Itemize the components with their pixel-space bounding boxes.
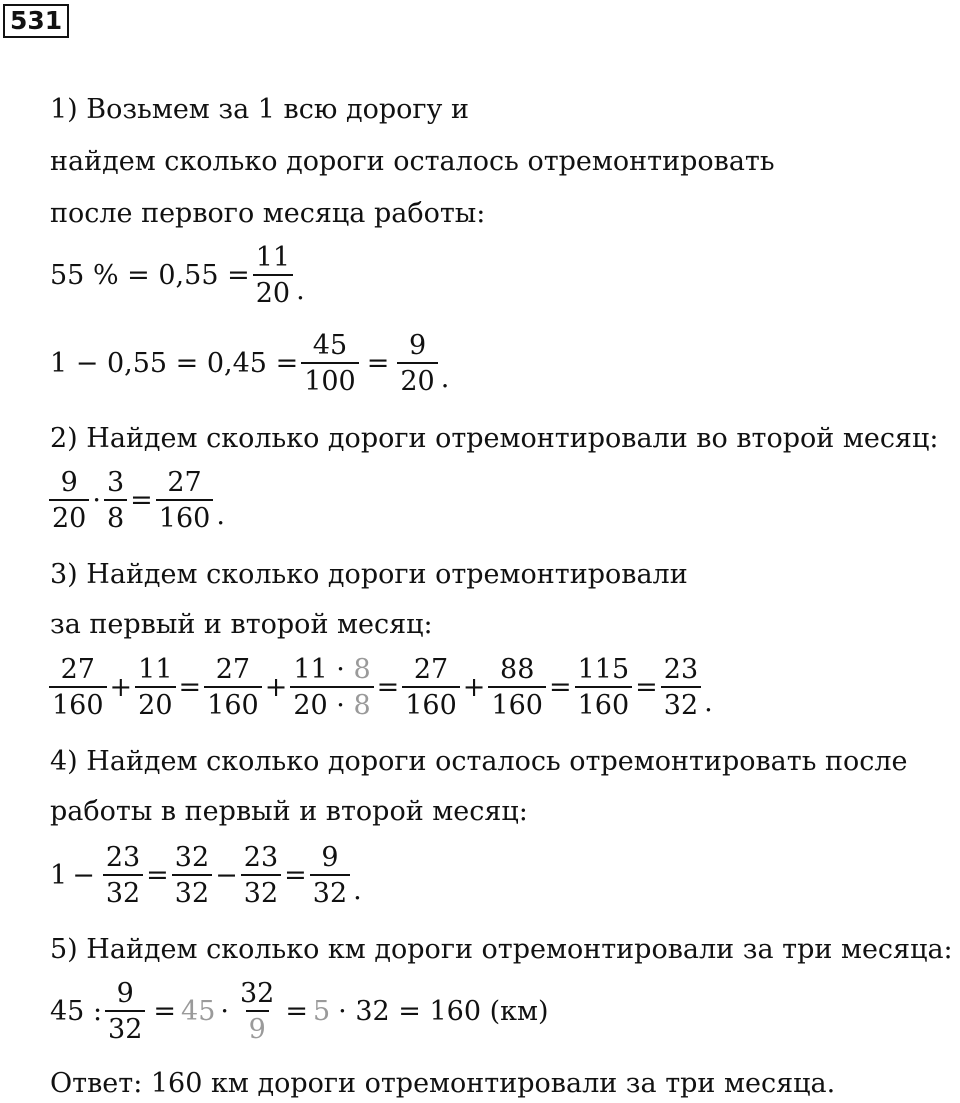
numerator: 45 xyxy=(312,330,348,361)
equals-sign: = xyxy=(635,672,658,703)
fraction xyxy=(310,844,350,907)
period: . xyxy=(353,875,362,906)
fraction xyxy=(402,656,460,719)
denominator: 32 xyxy=(310,874,350,907)
fraction xyxy=(575,656,633,719)
multiply-dot: · xyxy=(220,996,229,1027)
fraction xyxy=(253,244,293,307)
numerator: 32 xyxy=(239,978,275,1009)
step3-equation xyxy=(46,656,713,719)
numerator: 27 xyxy=(60,654,95,685)
step4-line-2: работы в первый и второй месяц: xyxy=(50,796,528,827)
step3-line-2: за первый и второй месяц: xyxy=(50,609,433,640)
step1-line-2: найдем сколько дороги осталось отремонтировать xyxy=(50,146,775,177)
step1-line-1: 1) Возьмем за 1 всю дорогу и xyxy=(50,94,469,125)
plus-sign: + xyxy=(462,672,486,703)
denominator: 32 xyxy=(661,686,701,719)
period: . xyxy=(440,363,450,394)
step5-equation xyxy=(50,980,549,1043)
equals-sign: = xyxy=(178,672,202,703)
denominator: 32 xyxy=(103,874,143,907)
minus-sign: − xyxy=(72,860,95,891)
denominator: 9 xyxy=(246,1010,269,1043)
numerator: 27 xyxy=(167,467,202,498)
denominator xyxy=(290,686,373,719)
equals-sign: = xyxy=(153,996,177,1027)
numerator: 115 xyxy=(577,654,630,685)
step1-equation-b xyxy=(50,332,449,395)
numerator: 23 xyxy=(105,842,141,873)
denominator: 20 xyxy=(397,362,437,395)
numerator: 9 xyxy=(60,467,78,498)
step5-line: 5) Найдем сколько км дороги отремонтировали за три месяца: xyxy=(50,934,953,965)
fraction xyxy=(488,656,546,719)
denominator: 32 xyxy=(241,874,281,907)
minus-sign: − xyxy=(215,860,238,891)
denominator: 20 xyxy=(253,274,293,307)
reduced-number: 5 xyxy=(312,996,331,1027)
fraction xyxy=(241,844,281,907)
numerator: 27 xyxy=(215,654,251,685)
denominator: 100 xyxy=(301,362,359,395)
scaling-factor: 8 xyxy=(353,690,371,721)
expression: 45 : xyxy=(50,996,103,1027)
equals-sign: = xyxy=(285,996,308,1027)
equals-sign: = xyxy=(548,672,572,703)
numerator: 11 xyxy=(138,654,173,685)
fraction xyxy=(156,469,214,532)
equals-sign: = xyxy=(284,860,307,891)
plus-sign: + xyxy=(109,672,133,703)
plus-sign: + xyxy=(264,672,288,703)
numerator xyxy=(290,656,373,686)
expression: 1 − 0,55 = 0,45 = xyxy=(50,348,299,379)
equals-sign: = xyxy=(146,860,169,891)
numerator: 23 xyxy=(663,654,699,685)
expression: 1 xyxy=(50,860,68,891)
numerator: 9 xyxy=(408,330,427,361)
scaling-factor: 8 xyxy=(353,654,371,685)
denominator: 20 xyxy=(135,686,175,719)
multiply-dot: · xyxy=(92,485,101,516)
fraction xyxy=(172,844,212,907)
numerator: 32 xyxy=(174,842,210,873)
denominator: 160 xyxy=(49,686,107,719)
denominator: 160 xyxy=(156,499,214,532)
period: . xyxy=(296,275,305,306)
period: . xyxy=(216,500,225,531)
numerator: 9 xyxy=(321,842,339,873)
fraction xyxy=(49,656,107,719)
fraction xyxy=(103,844,143,907)
denominator: 32 xyxy=(105,1010,145,1043)
numerator: 11 xyxy=(255,242,291,273)
step4-line-1: 4) Найдем сколько дороги осталось отремонтировать после xyxy=(50,746,908,777)
step2-equation xyxy=(46,469,225,532)
denominator: 20 xyxy=(49,499,89,532)
numerator: 88 xyxy=(500,654,535,685)
denominator: 8 xyxy=(104,499,127,532)
answer: Ответ: 160 км дороги отремонтировали за три месяца. xyxy=(50,1068,836,1099)
numerator: 27 xyxy=(413,654,449,685)
fraction xyxy=(105,980,145,1043)
equals-sign: = xyxy=(376,672,400,703)
fraction xyxy=(397,332,437,395)
denominator-part: 20 · xyxy=(293,690,354,721)
step4-equation xyxy=(50,844,362,907)
denominator: 160 xyxy=(204,686,262,719)
fraction-scaled xyxy=(290,656,373,719)
numerator: 3 xyxy=(106,467,125,498)
fraction xyxy=(49,469,89,532)
denominator: 160 xyxy=(402,686,460,719)
reduced-number: 45 xyxy=(181,996,216,1027)
expression: 55 % = 0,55 = xyxy=(50,260,250,291)
period: . xyxy=(704,687,713,718)
expression: · 32 = 160 (км) xyxy=(338,996,549,1027)
denominator: 32 xyxy=(172,874,212,907)
task-number: 531 xyxy=(3,4,69,38)
denominator: 160 xyxy=(575,686,633,719)
numerator: 23 xyxy=(243,842,279,873)
numerator-part: 11 · xyxy=(293,654,354,685)
fraction xyxy=(661,656,701,719)
fraction xyxy=(301,332,359,395)
fraction xyxy=(104,469,127,532)
equals-sign: = xyxy=(130,485,153,516)
fraction xyxy=(135,656,175,719)
numerator: 9 xyxy=(116,978,134,1009)
step1-line-3: после первого месяца работы: xyxy=(50,198,486,229)
step2-line: 2) Найдем сколько дороги отремонтировали во второй месяц: xyxy=(50,423,939,454)
fraction xyxy=(204,656,262,719)
step1-equation-a xyxy=(50,244,305,307)
step3-line-1: 3) Найдем сколько дороги отремонтировали xyxy=(50,559,688,590)
equals-sign: = xyxy=(366,348,390,379)
denominator: 160 xyxy=(488,686,546,719)
fraction xyxy=(237,980,277,1043)
